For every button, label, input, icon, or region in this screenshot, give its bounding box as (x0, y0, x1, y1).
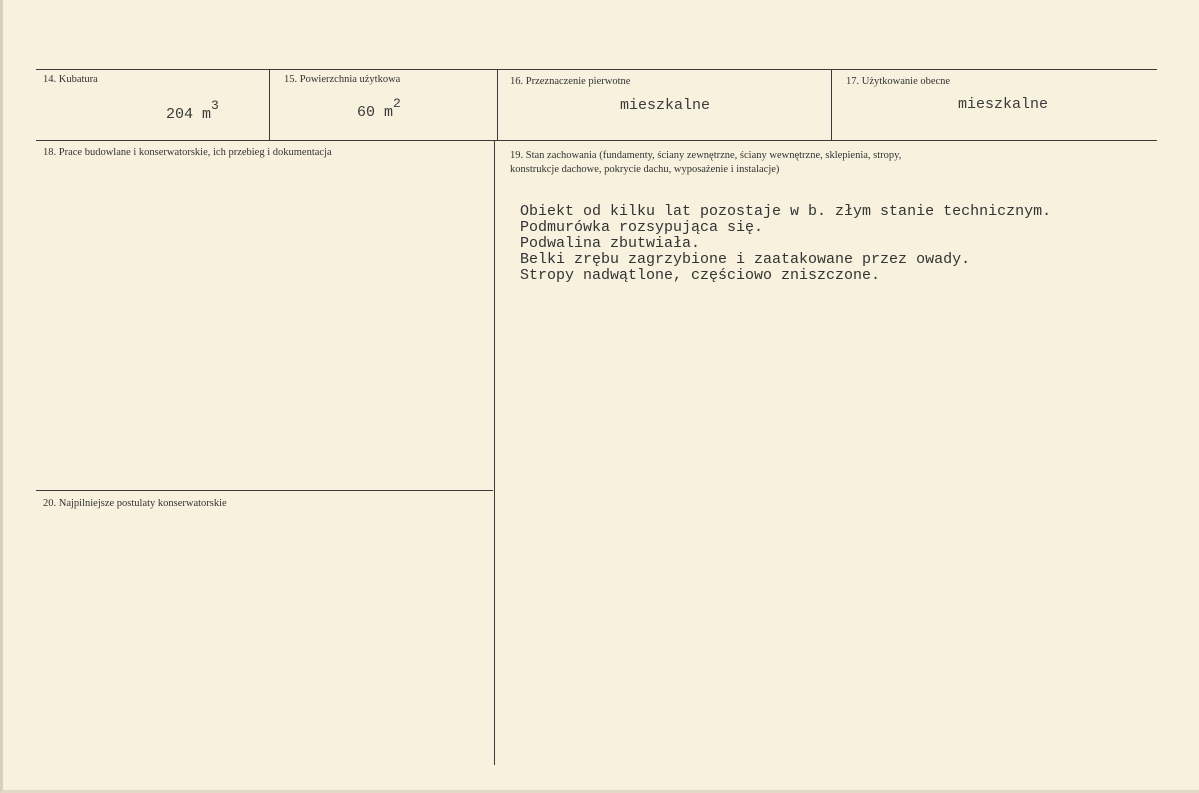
field-14-value-text: 204 m (166, 106, 212, 123)
field18-bottom-rule (36, 490, 493, 491)
row1-bottom-rule (36, 140, 1157, 141)
divider-15-16 (497, 70, 498, 140)
divider-14-15 (269, 70, 270, 140)
field-15-label: 15. Powierzchnia użytkowa (284, 74, 401, 85)
field-19-line: Stropy nadwątlone, częściowo zniszczone. (520, 267, 881, 284)
field-14-unit-exponent: 3 (211, 98, 219, 113)
field-18-label: 18. Prace budowlane i konserwatorskie, ich przebieg i dokumentacja (43, 147, 332, 158)
divider-16-17 (831, 70, 832, 140)
top-rule (36, 69, 1157, 70)
field-14-label: 14. Kubatura (43, 74, 98, 85)
field-14-value (166, 98, 219, 123)
field-19-line: Podmurówka rozsypująca się. (520, 219, 764, 236)
field-19-line: Belki zrębu zagrzybione i zaatakowane przez owady. (520, 251, 971, 268)
field-19-line: Podwalina zbutwiała. (520, 235, 701, 252)
field-20-label: 20. Najpilniejsze postulaty konserwatorskie (43, 498, 227, 509)
field-17-label: 17. Użytkowanie obecne (846, 76, 951, 87)
field-16-value: mieszkalne (620, 97, 711, 114)
field-19-label-line1: 19. Stan zachowania (fundamenty, ściany zewnętrzne, ściany wewnętrzne, sklepienia, stropy, (510, 150, 902, 161)
field-15-unit-exponent: 2 (393, 96, 401, 111)
field-15-value-text: 60 m (357, 104, 394, 121)
divider-left-right (494, 141, 495, 765)
field-19-label-line2: konstrukcje dachowe, pokrycie dachu, wyposażenie i instalacje) (510, 164, 780, 175)
field-16-label: 16. Przeznaczenie pierwotne (510, 76, 631, 87)
field-19-line: Obiekt od kilku lat pozostaje w b. złym stanie technicznym. (520, 203, 1052, 220)
field-15-value (357, 96, 401, 121)
field-17-value: mieszkalne (958, 96, 1049, 113)
